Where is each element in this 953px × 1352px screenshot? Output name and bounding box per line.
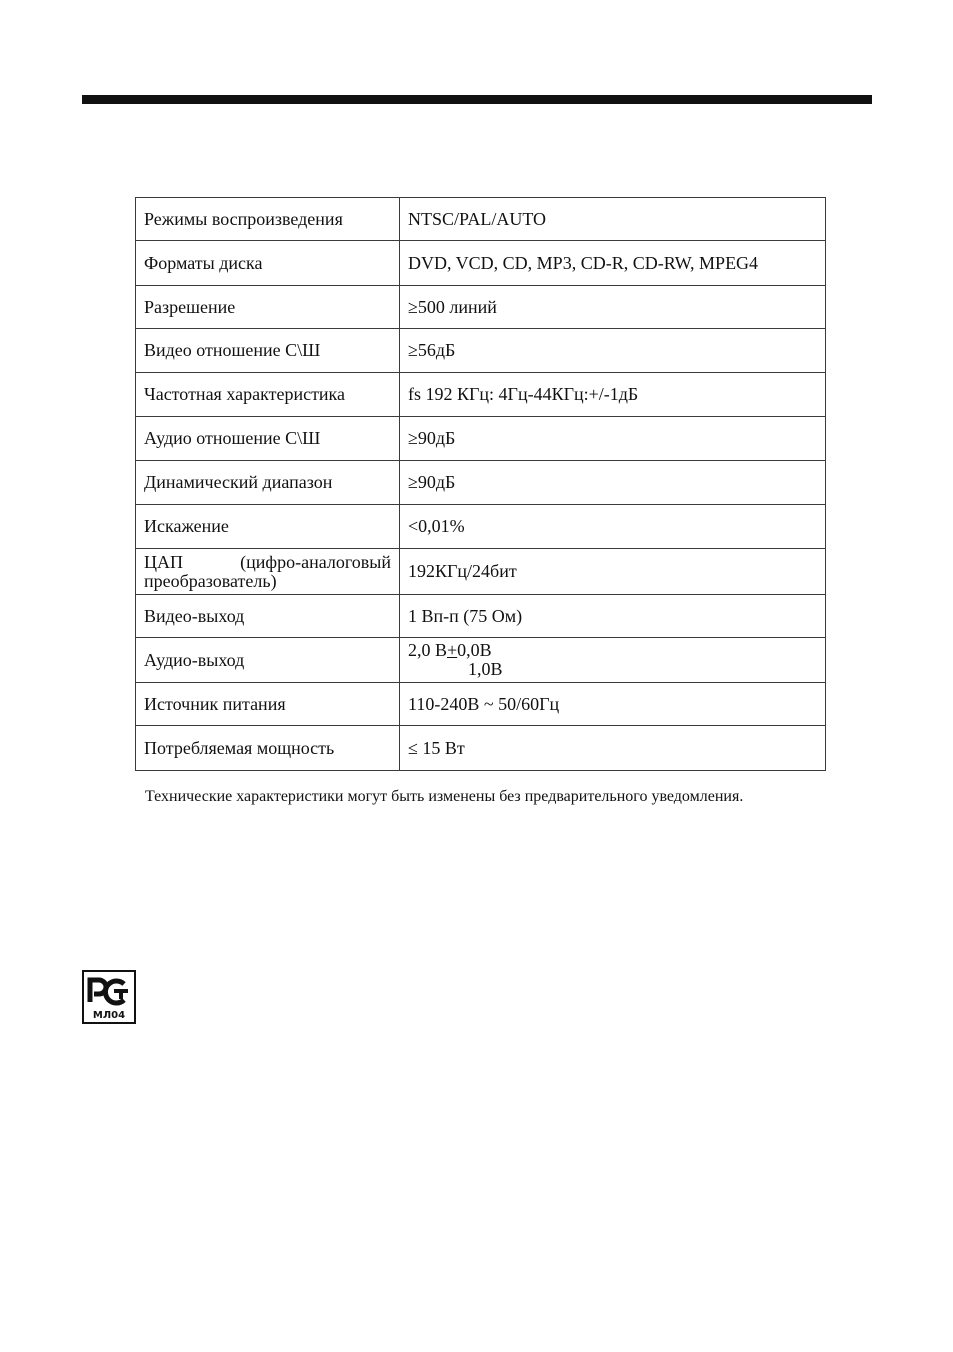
spec-value-part: 2,0 В [408,640,448,660]
spec-label [136,549,400,595]
table-row [136,638,826,683]
spec-label: Потребляемая мощность [136,726,400,771]
spec-label: Динамический диапазон [136,461,400,505]
spec-label: Видео отношение С\Ш [136,329,400,373]
spec-label: Частотная характеристика [136,373,400,417]
spec-table [135,197,826,771]
spec-label: Аудио отношение С\Ш [136,417,400,461]
table-row [136,373,826,417]
spec-value: DVD, VCD, CD, MP3, CD-R, CD-RW, MPEG4 [400,241,826,286]
spec-value: fs 192 КГц: 4Гц-44КГц:+/-1дБ [400,373,826,417]
spec-value: ≥500 линий [400,286,826,329]
spec-label-part: (цифро-аналоговый [240,551,391,572]
table-row [136,198,826,241]
certification-code: МЛ04 [92,1010,126,1021]
spec-label-part: преобразователь) [144,570,277,591]
certification-mark [82,970,136,1024]
spec-value: ≥56дБ [400,329,826,373]
spec-label: Аудио-выход [136,638,400,683]
spec-value-part: 0,0В [457,640,492,660]
spec-value: ≥90дБ [400,417,826,461]
table-row [136,505,826,549]
spec-value [400,638,826,683]
table-row [136,726,826,771]
spec-value: 192КГц/24бит [400,549,826,595]
disclaimer-note: Технические характеристики могут быть изменены без предварительного уведомления. [145,788,744,805]
table-row [136,417,826,461]
table-row [136,683,826,726]
rst-certification-icon [84,972,134,1022]
spec-label-part: ЦАП [144,551,183,572]
spec-value: 1 Вп-п (75 Ом) [400,595,826,638]
spec-value: <0,01% [400,505,826,549]
spec-label: Искажение [136,505,400,549]
table-row [136,241,826,286]
table-row [136,461,826,505]
spec-label: Разрешение [136,286,400,329]
spec-value-part: 1,0В [468,659,503,679]
spec-value: 110-240В ~ 50/60Гц [400,683,826,726]
header-rule [82,95,872,104]
table-row [136,329,826,373]
spec-label: Видео-выход [136,595,400,638]
spec-value: ≥90дБ [400,461,826,505]
spec-label: Источник питания [136,683,400,726]
table-row [136,286,826,329]
table-row [136,549,826,595]
plus-minus-sign: + [447,640,458,660]
table-row [136,595,826,638]
spec-value: NTSC/PAL/AUTO [400,198,826,241]
spec-label: Режимы воспроизведения [136,198,400,241]
spec-value: ≤ 15 Вт [400,726,826,771]
spec-label: Форматы диска [136,241,400,286]
